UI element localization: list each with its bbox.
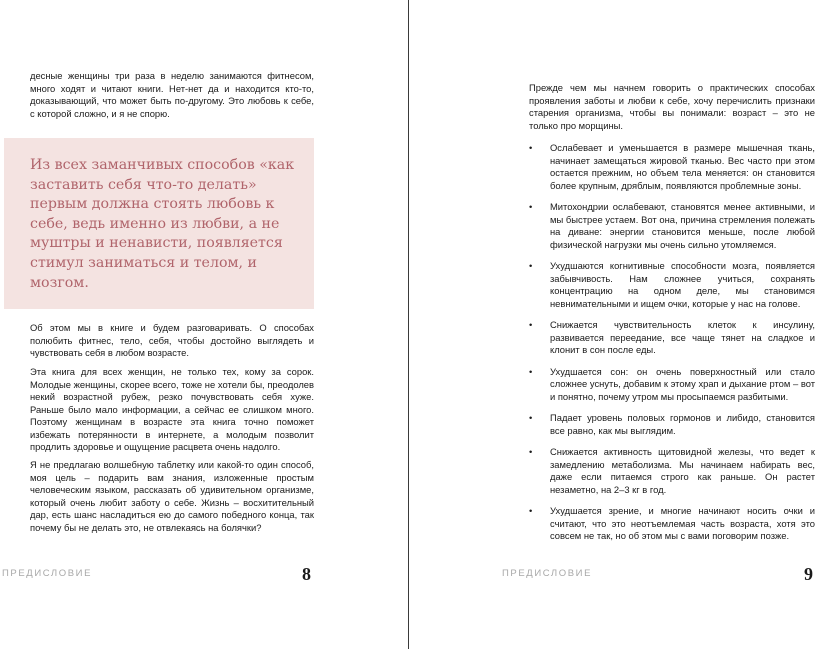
list-item xyxy=(529,412,815,437)
intro-paragraph: Прежде чем мы начнем говорить о практических способах проявления заботы и любви к себе, хочу перечислить признаки старения организма, чтобы вы понимали: возраст – это не только про морщины. xyxy=(529,82,815,131)
list-item xyxy=(529,260,815,310)
body-paragraph: Я не предлагаю волшебную таблетку или какой-то один способ, моя цель – подарить вам знания, изложенные простым человеческим языком, рассказать об удивительном организме, который очень любит заботу о себе. Жизнь – восхитительный дар, есть шанс насладиться ею до самого победного конца, так почему бы не делать это, не отвлекаясь на болячки? xyxy=(30,459,314,533)
list-item-text: Ухудшается зрение, и многие начинают носить очки и считают, что это неотъемлемая часть возраста, хотя это совсем не так, но об этом мы с вами поговорим позже. xyxy=(550,505,815,541)
page-number: 8 xyxy=(302,564,311,584)
pull-quote: Из всех заманчивых способов «как заставить себя что-то делать» первым должна стоять любовь к себе, ведь именно из любви, а не муштры и ненависти, появляется стимул заниматься и телом, и мозгом. xyxy=(30,157,295,291)
list-item-text: Ухудшается сон: он очень поверхностный или стало сложнее уснуть, добавим к этому храп и дыхание ртом – вот и понятно, почему утром мы просыпаемся разбитыми. xyxy=(550,365,815,402)
running-footer-label: ПРЕДИСЛОВИЕ xyxy=(502,568,593,579)
list-item-text: Снижается активность щитовидной железы, что ведет к замедлению метаболизма. Мы начинаем набирать вес, даже если питаемся строго как раньше. Он растет незаметно, на 2–3 кг в год. xyxy=(550,446,815,495)
bullet-icon: • xyxy=(529,412,533,423)
list-item xyxy=(529,446,815,496)
list-item xyxy=(529,366,815,404)
list-item xyxy=(529,505,815,543)
running-footer-label: ПРЕДИСЛОВИЕ xyxy=(2,568,93,579)
list-item-text: Ослабевает и уменьшается в размере мышечная ткань, начинает замещаться жировой тканью. Вес часто при этом остается прежним, но объем тела меняется: он становится более крупным, дряблым, появляются проблемные зоны. xyxy=(550,142,815,191)
right-page xyxy=(409,0,817,649)
bullet-icon: • xyxy=(529,365,533,377)
pull-quote-box xyxy=(4,138,314,309)
list-item xyxy=(529,319,815,357)
list-item xyxy=(529,142,815,192)
bullet-icon: • xyxy=(529,505,533,516)
bullet-icon: • xyxy=(529,319,533,330)
bullet-icon: • xyxy=(529,201,533,212)
bullet-icon: • xyxy=(529,260,533,271)
list-item-text: Снижается чувствительность клеток к инсулину, развивается переедание, все чаще тянет на сладкое и клонит в сон после еды. xyxy=(550,319,815,355)
page-number: 9 xyxy=(804,564,813,584)
bullet-icon: • xyxy=(529,446,533,457)
list-item-text: Митохондрии ослабевают, становятся менее активными, и мы быстрее устаем. Вот она, причина стремления полежать на диване: энергии становится меньше, после любой физической нагрузки мы очень сильно утомляемся. xyxy=(550,201,815,250)
list-item-text: Падает уровень половых гормонов и либидо, становится все равно, как мы выглядим. xyxy=(550,412,815,436)
body-paragraph: Об этом мы в книге и будем разговаривать. О способах полюбить фитнес, тело, себя, чтобы достойно выглядеть и чувствовать себя в любом возрасте. xyxy=(30,322,314,358)
list-item-text: Ухудшаются когнитивные способности мозга, появляется забывчивость. Нам сложнее учиться, сохранять концентрацию на одном деле, мы становимся невнимательными и ищем очки, которые у нас на голове. xyxy=(550,260,815,309)
list-item xyxy=(529,201,815,251)
left-page xyxy=(0,0,408,649)
bullet-icon: • xyxy=(529,142,533,153)
aging-signs-list xyxy=(529,142,815,552)
body-paragraph: Эта книга для всех женщин, не только тех, кому за сорок. Молодые женщины, скорее всего, тоже не хотели бы, преодолев некий возрастной рубеж, резко почувствовать себя хуже. Раньше было мало информации, а сейчас ее слишком много. Поэтому женщинам в возрасте эта книга точно поможет избежать потерянности в интернете, а молодым позволит продлить здоровье и ощущение расцвета очень надолго. xyxy=(30,366,314,452)
intro-paragraph: десные женщины три раза в неделю занимаются фитнесом, много ходят и читают книги. Нет-нет да и находится кто-то, доказывающий, что может быть по-другому. Это любовь к себе, с которой сложно, и я не спорю. xyxy=(30,70,314,119)
